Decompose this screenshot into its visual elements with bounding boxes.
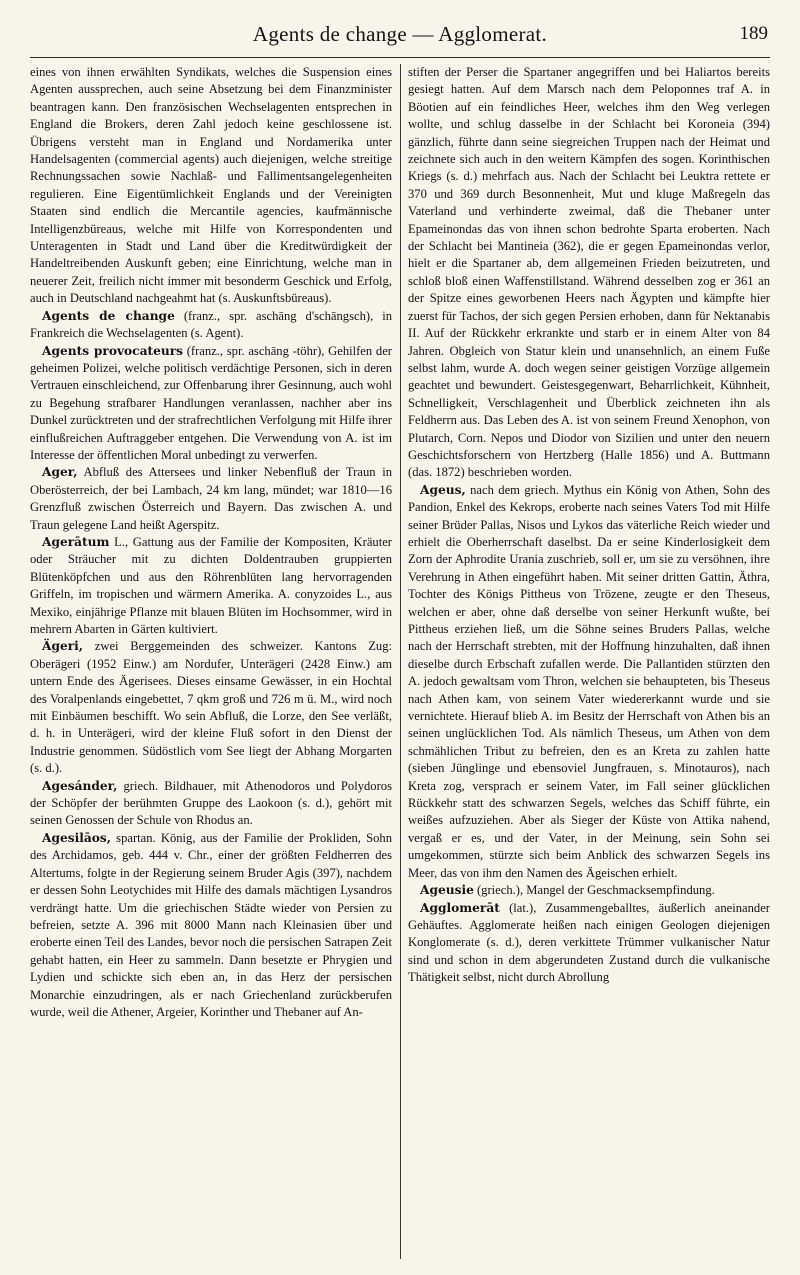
dictionary-entry (30, 464, 392, 534)
continued-paragraph (408, 64, 770, 482)
column-divider (400, 64, 401, 1259)
dictionary-entry (30, 343, 392, 465)
dictionary-entry (408, 900, 770, 987)
entry-text: (griech.), Mangel der Geschmacksempfindung. (473, 883, 715, 898)
continued-paragraph (30, 64, 392, 308)
entry-text: spartan. König, aus der Familie der Prokliden, Sohn des Archidamos, geb. 444 v. Chr., einer der größten Feldherren des Altertums, folgte in der Regierung seinem Bruder Agis (397), nachdem er dessen Sohn Leotychides mit Hilfe des damals mächtigen Lysandros verdrängt hatte. Um die griechischen Städte wieder von Persien zu befreien, setzte A. 396 mit 8000 Mann nach Kleinasien über und eroberte einen Teil des Landes, bevor noch die persischen Satrapen Zeit gehabt hatten, ein Heer zu sammeln. Dann besetzte er Phrygien und Lydien und schickte sich eben an, in das Herz der persischen Monarchie einzudringen, als er nach Griechenland zurückberufen wurde, weil die Athener, Argeier, Korinther und Thebaner auf An- (30, 830, 392, 1019)
entry-text: (franz., spr. aschāng d'schāngsch), in Frankreich die Wechselagenten (s. Agent). (30, 308, 392, 341)
entry-text: nach dem griech. Mythus ein König von Athen, Sohn des Pandion, Enkel des Kekrops, eroberte nach seines Vaters Tod mit Hilfe seiner Brüder Pallas, Nisos und Lykos das väterliche Reich wieder und erhielt die Oberherrschaft daselbst. Da er seine Kinderlosigkeit dem Zorn der Aphrodite Urania zuschrieb, soll er, um sie zu versöhnen, ihre Verehrung in Athen eingeführt haben. Mit seiner dritten Gattin, Äthra, Tochter des Königs Pittheus von Trözene, zeugte er den Theseus, welchen er aber, ohne daß derselbe von seiner Herkunft wußte, bei Pittheus erziehen ließ, um die Söhne seines Bruders Pallas, welche nach der Herrschaft strebten, mit der Hoffnung hinzuhalten, daß ihnen dieselbe durch Erbschaft zufallen werde. Die Pallantiden stürzten den A. jedoch gewaltsam vom Thron, welchen sie behaupteten, bis Theseus nach Athen kam, von seinem Vater wiedererkannt wurde und sie vernichtete. Hierauf blieb A. im Besitz der Herrschaft von Athen bis an seinen unglücklichen Tod. Als nämlich Theseus, um Athen von dem schmählichen Tribut zu befreien, den es an Kreta zu zahlen hatte (sieben Jünglinge und ebensoviel Jungfrauen, s. Minotauros), nach Kreta zog, versprach er seinem Vater, im Fall seiner glücklichen Rückkehr statt des schwarzen Segels, welches das Schiff führte, ein weißes aufzuziehen. Aber als Sieger der Küste von Attika nahend, vergaß er es, und der Vater, in der Meinung, sein Sohn sei umgekommen, stürzte sich beim Anblick des schwarzen Segels ins Meer, das von ihm den Namen des Ägeischen erhielt. (408, 482, 770, 880)
page-number: 189 (739, 23, 768, 44)
entry-text: griech. Bildhauer, mit Athenodoros und Polydoros der Schöpfer der berühmten Gruppe des Laokoon (s. d.), gehört mit seinen Genossen der Schule von Rhodus an. (30, 778, 392, 828)
entry-headword: Agents provocateurs (42, 343, 184, 358)
entry-headword: Ageusie (420, 883, 474, 898)
dictionary-entry (30, 534, 392, 638)
entry-text: L., Gattung aus der Familie der Kompositen, Kräuter oder Sträucher mit zu dichten Doldentrauben gruppierten Blütenköpfchen und aus den Röhrenblüten lang hervorragenden Griffeln, im tropischen und wärmern Amerika. A. conyzoides L., aus Mexiko, einjährige Pflanze mit blauen Blüten im Hochsommer, wird in mehrern Abarten in Gärten kultiviert. (30, 534, 392, 636)
entry-headword: Agglomerāt (420, 900, 500, 915)
dictionary-entry (408, 882, 770, 899)
page-header (30, 22, 770, 52)
entry-text: Abfluß des Attersees und linker Nebenfluß der Traun in Oberösterreich, der bei Lambach, 24 km lang, mündet; war 1810—16 Grenzfluß zwischen Österreich und Bayern. Das zwischen A. und Traun gelegene Land heißt Agerspitz. (30, 465, 392, 532)
paragraph-text: eines von ihnen erwählten Syndikats, welches die Suspension eines Agenten aussprechen, auch seine Absetzung bei dem Finanzminister beantragen kann. Den französischen Wechselagenten entsprechen in England die Brokers, deren Zahl jedoch keine geschlossene ist. Übrigens versteht man in England und Nordamerika unter Handelsagenten (commercial agents) auch diejenigen, welche streitige Rechnungssachen sowie Nachlaß- und Fallimentsangelegenheiten regulieren. Eine Eigentümlichkeit Englands und der Vereinigten Staaten sind endlich die Mercantile agencies, kaufmännische Intelligenzbüreaus, welche mit Hilfe von Korrespondenten und Unteragenten in Stadt und Land über die Kreditwürdigkeit der Handeltreibenden Auskunft geben; eine Einrichtung, welche man in neuerer Zeit, freilich nicht immer mit besonderm Geschick und Erfolg, auch in Deutschland nachgeahmt hat (s. Auskunftsbüreaus). (30, 65, 392, 306)
dictionary-entry (408, 482, 770, 882)
text-columns (30, 64, 770, 1259)
running-title: Agents de change — Agglomerat. (252, 22, 548, 46)
entry-text: zwei Berggemeinden des schweizer. Kantons Zug: Oberägeri (1952 Einw.) am Nordufer, Unterägeri (2428 Einw.) am untern Ende des Ägerisees. Dieses einsame Gewässer, in ein Hochtal des Voralpenlands eingebettet, 7 qkm groß und 726 m ü. M., wird noch mit Einbäumen beschifft. Wo sein Abfluß, die Lorze, den See verläßt, d. h. in Unterägeri, wird der kleine Fluß sofort in den Dienst der Industrie genommen. Südöstlich vom See liegt der Abhang Morgarten (s. d.). (30, 639, 392, 776)
dictionary-entry (30, 830, 392, 1021)
header-rule (30, 57, 770, 58)
entry-headword: Ager, (42, 465, 78, 480)
entry-headword: Ägeri, (42, 639, 84, 654)
entry-headword: Agesilāos, (42, 830, 111, 845)
dictionary-entry (30, 308, 392, 343)
entry-text: (lat.), Zusammengeballtes, äußerlich aneinander Gehäuftes. Agglomerate heißen nach einigen Geologen diejenigen Konglomerate (s. d.), deren verkittete Trümmer vulkanischer Natur sind und schon in dem abgerundeten Zustand durch die vulkanische Thätigkeit selbst, nicht durch Abrollung (408, 900, 770, 985)
entry-headword: Agents de change (42, 308, 175, 323)
entry-headword: Ageus, (420, 482, 466, 497)
right-column (408, 64, 770, 1259)
dictionary-entry (30, 778, 392, 830)
entry-headword: Agesánder, (42, 778, 118, 793)
dictionary-entry (30, 638, 392, 777)
entry-text: (franz., spr. aschāng -töhr), Gehilfen der geheimen Polizei, welche politisch verdächtige Personen, sich in deren Vertrauen einschleichend, zur Offenbarung ihrer Gesinnung, auch wohl zu Begehung strafbarer Handlungen veranlassen, nachher aber ins Dunkel zurücktreten und der strafrechtlichen Verfolgung mit Hilfe ihrer einflußreichen Auftraggeber entgehen. Die Verwendung von A. ist im Interesse der öffentlichen Moral unbedingt zu verwerfen. (30, 343, 392, 462)
entry-headword: Agerātum (42, 534, 110, 549)
paragraph-text: stiften der Perser die Spartaner angegriffen und bei Haliartos bereits gesiegt hatten. Auf dem Marsch nach dem Peloponnes traf A. in Böotien auf ein feindliches Heer, welches ihm den Weg verlegen wollte, und schlug dasselbe in der Schlacht bei Koroneia (394) gänzlich, führte dann seine siegreichen Truppen nach der Heimat und zeichnete sich auch in den weitern Kämpfen des sogen. Korinthischen Kriegs (s. d.) mehrfach aus. Nach der Schlacht bei Leuktra rettete er 370 und 369 durch Besonnenheit, Mut und kluge Maßregeln das Vaterland und verhinderte zweimal, daß die Thebaner unter Epameinondas das von ihnen schon bedrohte Sparta eroberten. Nach der Schlacht bei Mantineia (362), die er gegen Epameinondas verlor, hielt er die Spartaner ab, dem allgemeinen Frieden beizutreten, und schloß bloß einen Waffenstillstand. Während desselben zog er 361 an der Spitze eines geworbenen Heers nach Ägypten und kämpfte hier zuerst für Tachos, der sich gegen Persien erhoben, dann für Nektanabis II. Auf der Rückkehr erkrankte und starb er in einem Alter von 84 Jahren. Obgleich von Statur klein und unansehnlich, an einem Fuße selbst lahm, wurde A. doch wegen seiner geistigen Vorzüge allgemein geachtet und bewundert. Geistesgegenwart, Beharrlichkeit, Kühnheit, Schnelligkeit, Verschlagenheit und Überblick zeichneten ihn als Feldherrn aus. Das Leben des A. ist von seinem Freund Xenophon, von Plutarch, Corn. Nepos und Diodor von Sizilien und unter den neuern Geschichtsforschern von Hertzberg (Halle 1856) und A. Buttmann (das. 1872) beschrieben worden. (408, 65, 770, 480)
left-column (30, 64, 392, 1259)
